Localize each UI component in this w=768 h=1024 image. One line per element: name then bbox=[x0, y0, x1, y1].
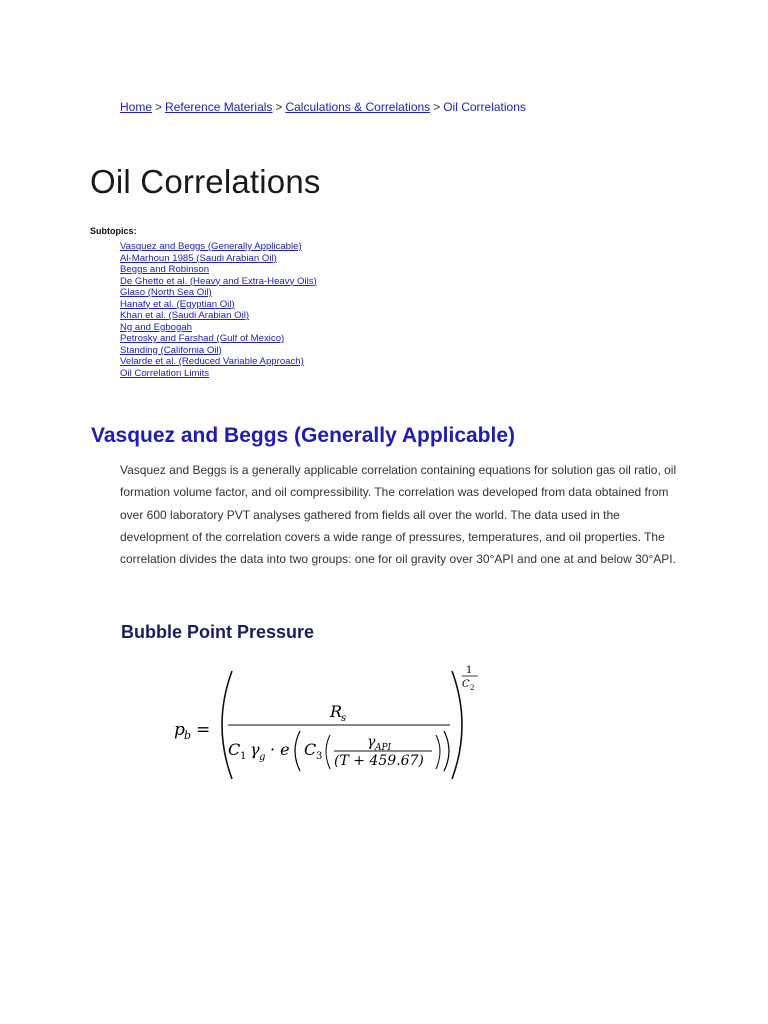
subtopic-link-correlation-limits[interactable]: Oil Correlation Limits bbox=[120, 367, 210, 379]
list-item bbox=[120, 287, 317, 299]
equation-numerator: R bbox=[330, 702, 343, 721]
equation-equals: = bbox=[196, 720, 211, 740]
list-item bbox=[120, 264, 317, 276]
subtopic-link-glaso[interactable]: Glaso (North Sea Oil) bbox=[120, 287, 212, 298]
exponent-denominator: C bbox=[462, 679, 470, 690]
subtopic-link-al-marhoun[interactable]: Al-Marhoun 1985 (Saudi Arabian Oil) bbox=[120, 252, 277, 264]
subtopic-link-velarde[interactable]: Velarde et al. (Reduced Variable Approach) bbox=[120, 356, 304, 367]
bubble-point-equation bbox=[160, 655, 500, 785]
list-item bbox=[120, 333, 317, 345]
breadcrumb-current: Oil Correlations bbox=[443, 100, 526, 114]
list-item bbox=[120, 368, 317, 380]
subtopics-list bbox=[120, 241, 317, 379]
breadcrumb-separator: > bbox=[275, 100, 283, 114]
bubble-point-heading: Bubble Point Pressure bbox=[121, 622, 315, 642]
subtopic-link-vasquez-beggs[interactable]: Vasquez and Beggs (Generally Applicable) bbox=[120, 241, 302, 252]
middle-left-paren bbox=[295, 731, 300, 771]
subtopic-link-petrosky-farshad[interactable]: Petrosky and Farshad (Gulf of Mexico) bbox=[120, 333, 285, 344]
inner-left-paren bbox=[326, 735, 330, 769]
equation-c3-sub: 3 bbox=[316, 751, 323, 762]
breadcrumb-home-link[interactable]: Home bbox=[120, 100, 153, 114]
subtopics-label: Subtopics: bbox=[90, 226, 137, 236]
list-item bbox=[120, 345, 317, 357]
list-item bbox=[120, 241, 317, 253]
equation-c1-sub: 1 bbox=[240, 751, 247, 762]
list-item bbox=[120, 310, 317, 322]
exponent-denominator-sub: 2 bbox=[470, 684, 475, 692]
middle-right-paren bbox=[444, 731, 449, 771]
breadcrumb-separator: > bbox=[433, 100, 441, 114]
list-item bbox=[120, 253, 317, 265]
breadcrumb-reference-link[interactable]: Reference Materials bbox=[165, 100, 273, 114]
equation-gamma-api: γ bbox=[367, 734, 376, 750]
equation-gamma-api-sub: API bbox=[375, 743, 392, 753]
equation-gamma-g: γ bbox=[250, 740, 260, 759]
equation-c1: C bbox=[228, 740, 241, 759]
breadcrumb-calculations-link[interactable]: Calculations & Correlations bbox=[285, 100, 431, 114]
list-item bbox=[120, 276, 317, 288]
list-item bbox=[120, 322, 317, 334]
subtopic-link-ng-egbogah[interactable]: Ng and Egbogah bbox=[120, 321, 193, 333]
page-title: Oil Correlations bbox=[90, 163, 321, 200]
equation-gamma-g-sub: g bbox=[259, 752, 266, 763]
inner-right-paren bbox=[436, 735, 440, 769]
equation-lhs-sub: b bbox=[184, 729, 192, 742]
section-heading: Vasquez and Beggs (Generally Applicable) bbox=[91, 424, 516, 447]
subtopic-link-khan[interactable]: Khan et al. (Saudi Arabian Oil) bbox=[120, 310, 250, 321]
equation-lhs: p bbox=[174, 720, 185, 740]
breadcrumb-separator: > bbox=[155, 100, 163, 114]
equation-temperature: (T + 459.67) bbox=[334, 753, 424, 769]
subtopic-link-beggs-robinson[interactable]: Beggs and Robinson bbox=[120, 264, 210, 275]
outer-right-paren bbox=[452, 671, 462, 779]
exponent-numerator: 1 bbox=[466, 665, 473, 676]
subtopic-link-de-ghetto[interactable]: De Ghetto et al. (Heavy and Extra-Heavy Oils) bbox=[120, 275, 317, 287]
section-paragraph: Vasquez and Beggs is a generally applicable correlation containing equations for solution gas oil ratio, oil formation volume factor, and oil compressibility. The correlation was developed from data obtained from over 600 laboratory PVT analyses gathered from fields all over the world. The data used in the development of the correlation covers a wide range of pressures, temperatures, and oil properties. The correlation divides the data into two groups: one for oil gravity over 30°API and one at and below 30°API. bbox=[120, 463, 677, 567]
list-item bbox=[120, 356, 317, 368]
equation-dot-e: · e bbox=[270, 740, 290, 759]
breadcrumb bbox=[120, 100, 526, 114]
equation-numerator-sub: s bbox=[341, 713, 347, 724]
list-item bbox=[120, 299, 317, 311]
equation-c3: C bbox=[304, 740, 317, 759]
subtopic-link-standing[interactable]: Standing (California Oil) bbox=[120, 344, 222, 356]
subtopic-link-hanafy[interactable]: Hanafy et al. (Egyptian Oil) bbox=[120, 298, 235, 310]
